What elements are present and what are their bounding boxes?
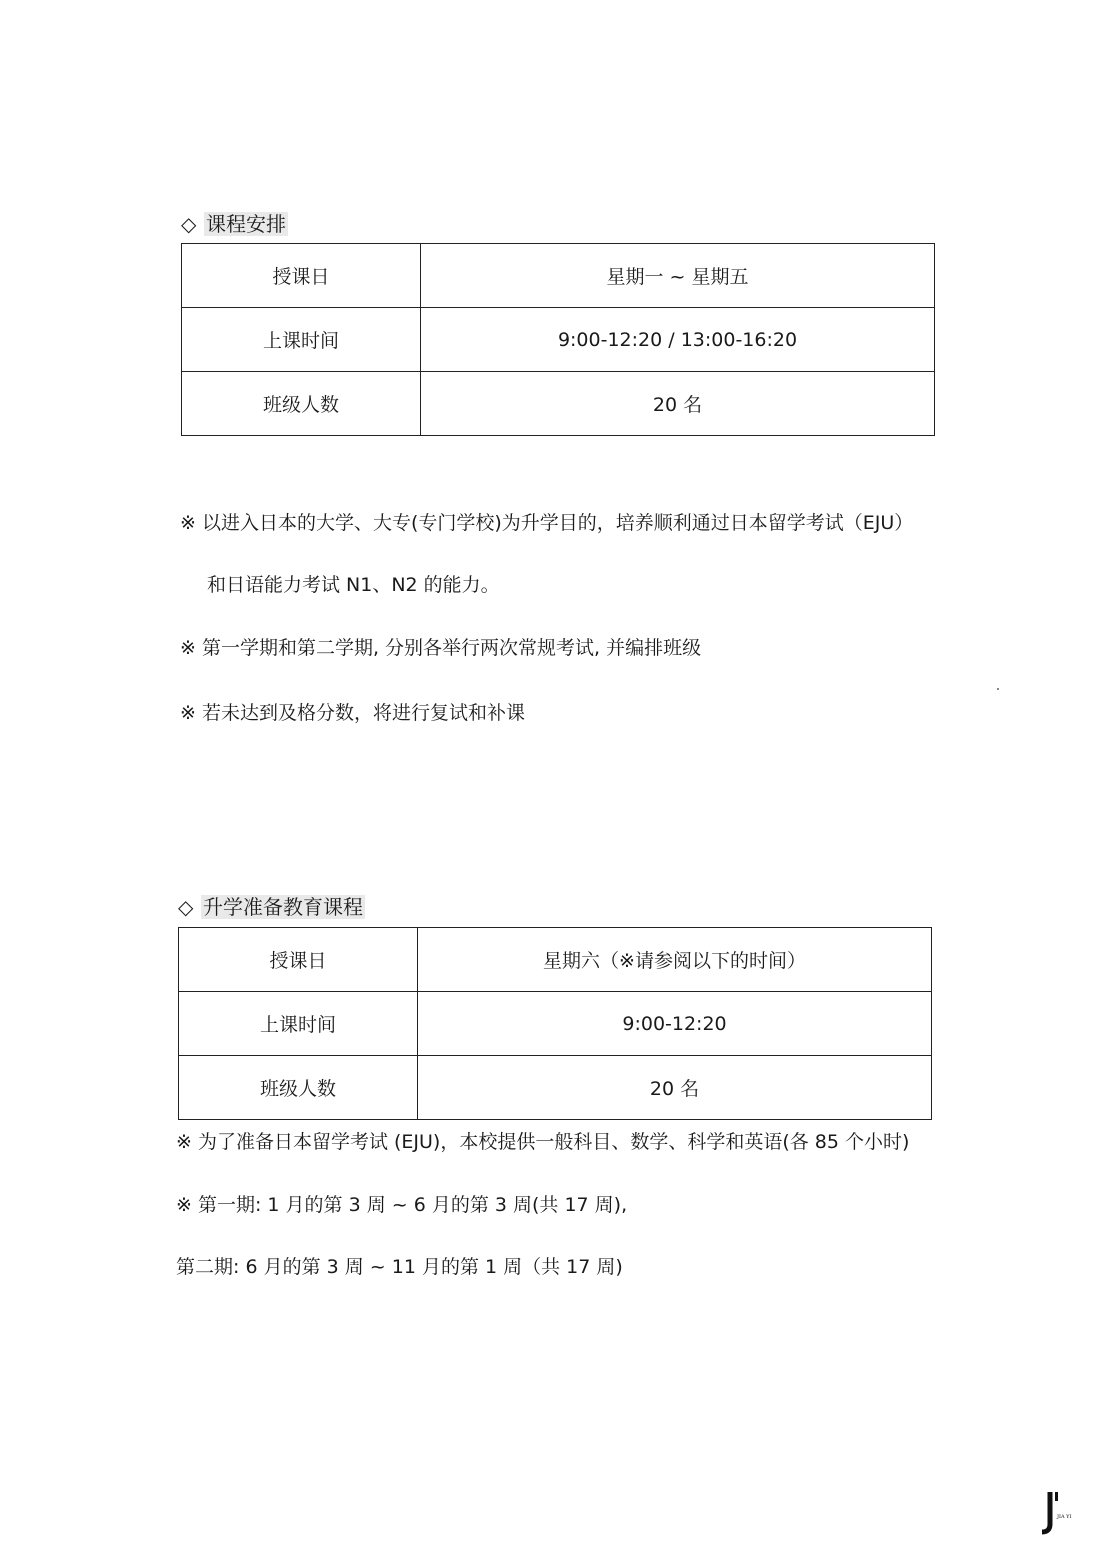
diamond-bullet-icon: ◇ (178, 895, 194, 919)
table-row (179, 928, 932, 992)
logo-text: JIA YI (1057, 1514, 1072, 1520)
jiayi-logo (1038, 1488, 1088, 1538)
row-value: 20 名 (418, 1056, 932, 1120)
note-line: ※ 第一学期和第二学期, 分别各举行两次常规考试, 并编排班级 (180, 637, 702, 659)
section-heading-course-schedule (181, 210, 288, 238)
course-schedule-table (181, 243, 935, 436)
table-row (182, 244, 935, 308)
note-line: 第二期: 6 月的第 3 周 ~ 11 月的第 1 周（共 17 周) (176, 1256, 623, 1278)
section-heading-prep-course (178, 893, 365, 921)
row-label: 班级人数 (179, 1056, 418, 1120)
row-value: 9:00-12:20 (418, 992, 932, 1056)
section-title: 升学准备教育课程 (203, 895, 363, 919)
table-row (179, 1056, 932, 1120)
table-row (182, 372, 935, 436)
row-label: 上课时间 (179, 992, 418, 1056)
row-label: 上课时间 (182, 308, 421, 372)
table-row (179, 992, 932, 1056)
note-line: ※ 若未达到及格分数，将进行复试和补课 (180, 702, 525, 724)
row-value: 星期一 ~ 星期五 (421, 244, 935, 308)
row-value: 20 名 (421, 372, 935, 436)
row-label: 班级人数 (182, 372, 421, 436)
table-row (182, 308, 935, 372)
scan-speck (997, 688, 999, 690)
row-value: 9:00-12:20 / 13:00-16:20 (421, 308, 935, 372)
note-line: ※ 以进入日本的大学、大专(专门学校)为升学目的，培养顺利通过日本留学考试（EJU） (180, 512, 914, 534)
row-label: 授课日 (179, 928, 418, 992)
section-title: 课程安排 (206, 212, 286, 236)
note-line: ※ 为了准备日本留学考试 (EJU)，本校提供一般科目、数学、科学和英语(各 85 个小时) (176, 1131, 910, 1153)
note-line: 和日语能力考试 N1、N2 的能力。 (207, 574, 500, 596)
note-line: ※ 第一期: 1 月的第 3 周 ~ 6 月的第 3 周(共 17 周), (176, 1194, 628, 1216)
row-value: 星期六（※请参阅以下的时间） (418, 928, 932, 992)
jiayi-logo-icon (1038, 1488, 1088, 1538)
diamond-bullet-icon: ◇ (181, 212, 197, 236)
row-label: 授课日 (182, 244, 421, 308)
prep-course-table (178, 927, 932, 1120)
